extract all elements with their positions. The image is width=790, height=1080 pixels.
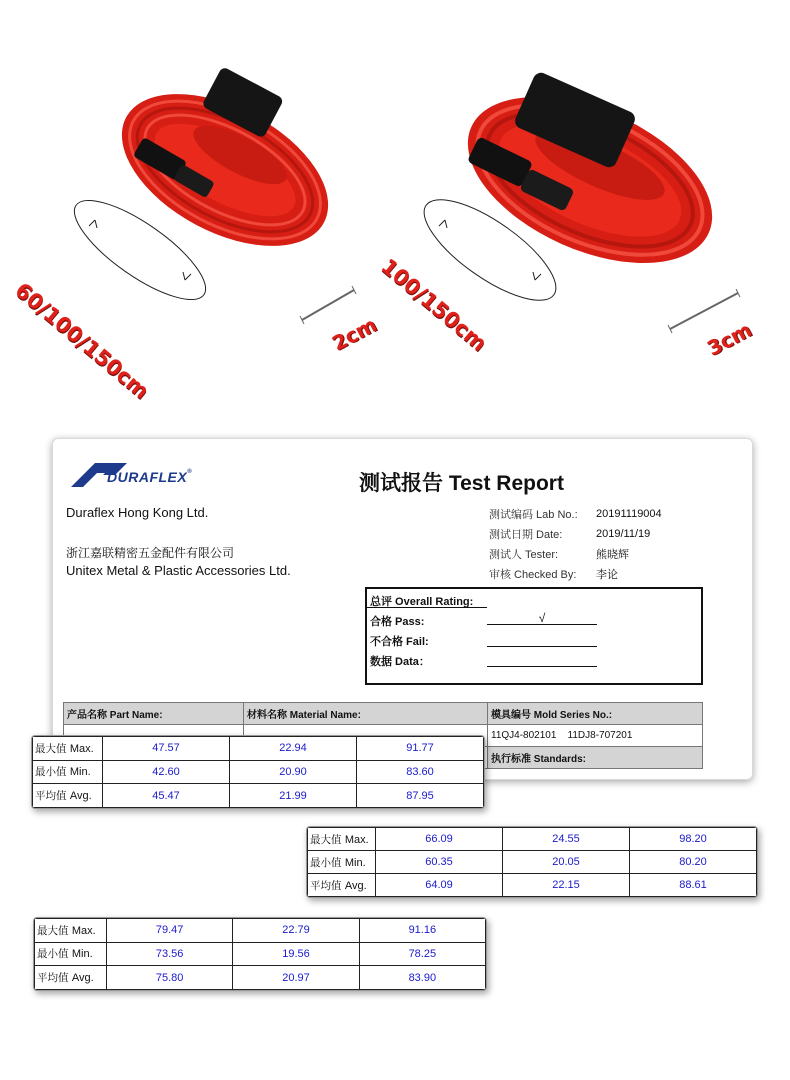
table-row [35, 966, 486, 990]
value-cell: 87.95 [357, 784, 484, 808]
value-cell: 79.47 [107, 919, 233, 943]
row-label: 最小值 Min. [35, 942, 107, 966]
table-row [33, 737, 484, 761]
value-cell: 88.61 [630, 874, 757, 897]
rating-pass-label: 合格 Pass: [370, 616, 425, 628]
standards-header: 执行标准 Standards: [488, 747, 703, 769]
table-row [308, 851, 757, 874]
row-label: 平均值 Avg. [33, 784, 103, 808]
row-label: 最大值 Max. [308, 828, 376, 851]
part-name-header: 产品名称 Part Name: [64, 703, 244, 725]
rating-data-label: 数据 Data： [370, 656, 430, 668]
width-marker-left [296, 280, 360, 324]
value-cell: 60.35 [376, 851, 503, 874]
value-cell: 64.09 [376, 874, 503, 897]
measurement-table-3 [33, 917, 487, 991]
table-row [33, 760, 484, 784]
company-duraflex: Duraflex Hong Kong Ltd. [66, 505, 209, 520]
table-row [308, 828, 757, 851]
value-cell: 22.79 [233, 919, 359, 943]
test-report-card [52, 438, 753, 780]
report-meta [489, 504, 662, 584]
row-label: 平均值 Avg. [308, 874, 376, 897]
length-ellipse-left [55, 180, 225, 320]
rating-title: 总评 Overall Rating: [370, 596, 474, 608]
meta-date: 测试日期 Date: 2019/11/19 [489, 528, 651, 541]
meta-lab-no: 测试编码 Lab No.: 20191119004 [489, 508, 662, 521]
mold-series-header: 模具编号 Mold Series No.: [488, 703, 703, 725]
row-label: 最小值 Min. [33, 760, 103, 784]
value-cell: 47.57 [103, 737, 230, 761]
value-cell: 24.55 [503, 828, 630, 851]
value-cell: 20.90 [230, 760, 357, 784]
company-unitex-en: Unitex Metal & Plastic Accessories Ltd. [66, 563, 291, 578]
value-cell: 20.05 [503, 851, 630, 874]
value-cell: 83.90 [359, 966, 485, 990]
value-cell: 42.60 [103, 760, 230, 784]
length-label-right: 100/150cm [376, 254, 492, 356]
width-label-right: 3cm [703, 317, 756, 361]
value-cell: 73.56 [107, 942, 233, 966]
value-cell: 20.97 [233, 966, 359, 990]
measurement-table-2 [306, 826, 758, 898]
product-photo [0, 0, 790, 420]
value-cell: 83.60 [357, 760, 484, 784]
row-label: 最大值 Max. [33, 737, 103, 761]
rating-fail-label: 不合格 Fail: [370, 636, 429, 648]
length-label-left: 60/100/150cm [10, 278, 154, 404]
row-label: 最大值 Max. [35, 919, 107, 943]
value-cell: 22.94 [230, 737, 357, 761]
table-row [35, 942, 486, 966]
row-label: 最小值 Min. [308, 851, 376, 874]
rating-fail-line [487, 633, 597, 647]
duraflex-logo [69, 457, 209, 493]
meta-checked-by: 审核 Checked By: 李论 [489, 569, 618, 581]
measurement-table-1 [31, 735, 485, 809]
value-cell: 75.80 [107, 966, 233, 990]
row-label: 平均值 Avg. [35, 966, 107, 990]
value-cell: 80.20 [630, 851, 757, 874]
company-unitex-cn: 浙江嘉联精密五金配件有限公司 [66, 546, 235, 560]
meta-tester: 测试人 Tester: 熊晓辉 [489, 549, 629, 561]
value-cell: 91.16 [359, 919, 485, 943]
table-row [33, 784, 484, 808]
value-cell: 21.99 [230, 784, 357, 808]
mold-series-value: 11QJ4-802101 11DJ8-707201 [488, 725, 703, 747]
value-cell: 45.47 [103, 784, 230, 808]
table-row [35, 919, 486, 943]
rating-pass-mark: √ [487, 611, 597, 625]
report-title: 测试报告 Test Report [359, 472, 564, 495]
rating-data-line [487, 653, 597, 667]
value-cell: 78.25 [359, 942, 485, 966]
material-name-header: 材料名称 Material Name: [244, 703, 488, 725]
value-cell: 66.09 [376, 828, 503, 851]
value-cell: 91.77 [357, 737, 484, 761]
width-label-left: 2cm [328, 312, 381, 356]
value-cell: 22.15 [503, 874, 630, 897]
table-row [308, 874, 757, 897]
value-cell: 19.56 [233, 942, 359, 966]
value-cell: 98.20 [630, 828, 757, 851]
overall-rating-box [365, 587, 703, 685]
logo-wordmark: DURAFLEX® [107, 469, 193, 485]
